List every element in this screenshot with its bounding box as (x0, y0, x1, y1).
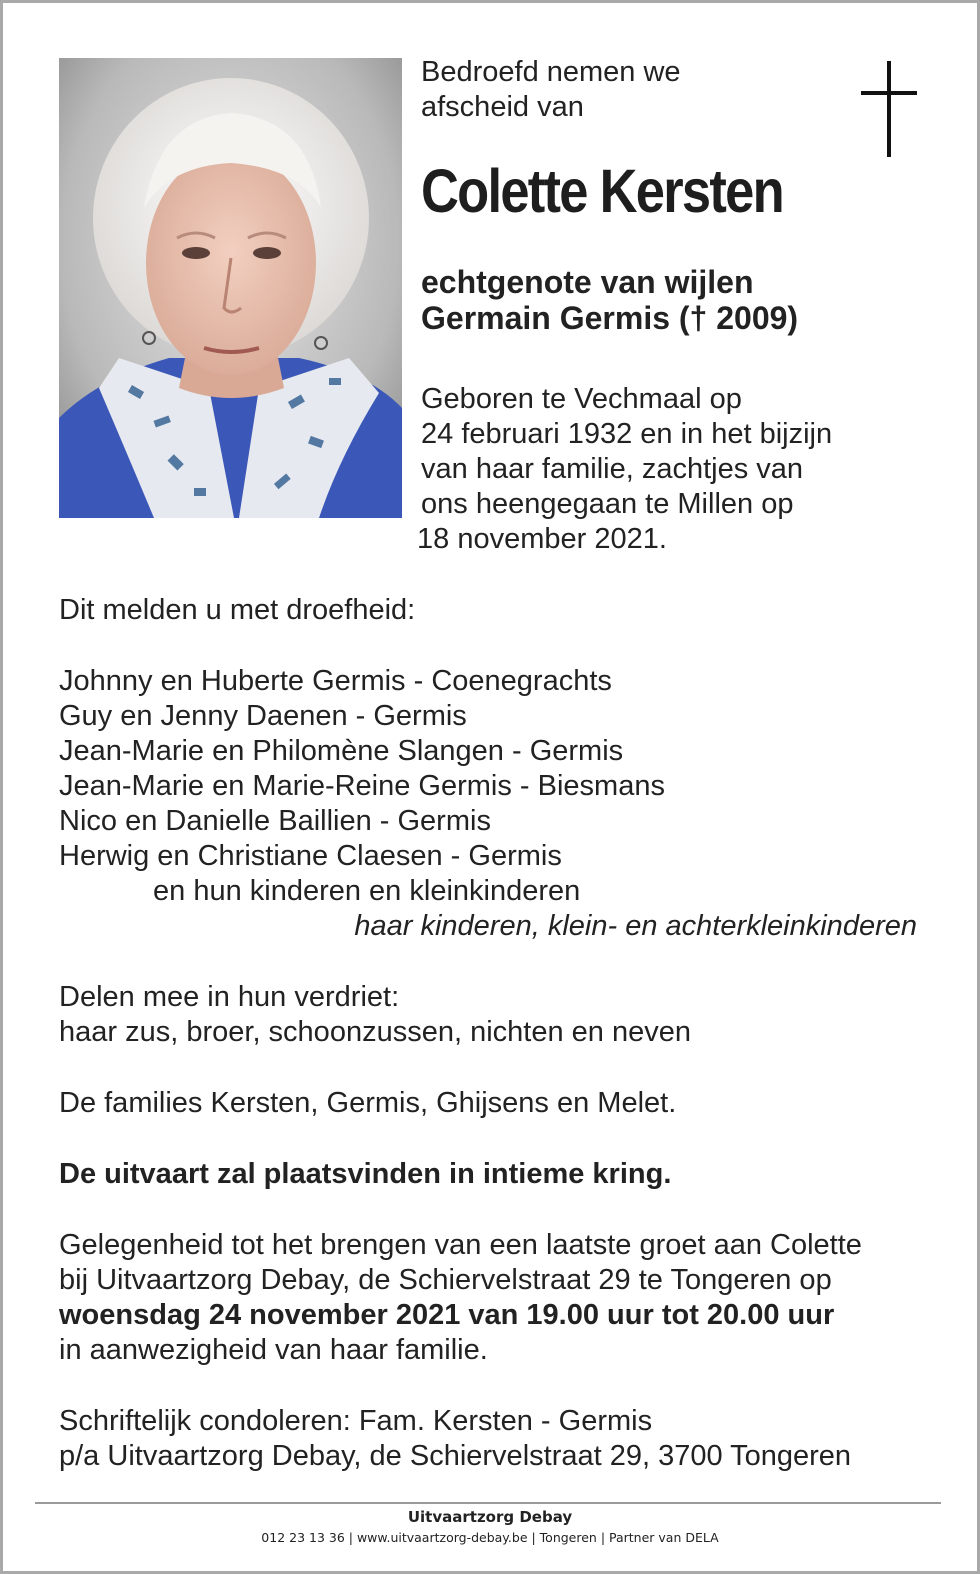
family-caption: haar kinderen, klein- en achterkleinkinderen (354, 910, 917, 942)
family-line: Guy en Jenny Daenen - Germis (59, 700, 467, 732)
birth-line: van haar familie, zachtjes van (421, 453, 804, 485)
birth-line: Geboren te Vechmaal op (421, 383, 742, 415)
birth-line: ons heengegaan te Millen op (421, 488, 794, 520)
birth-text (417, 382, 833, 557)
family-line: Jean-Marie en Philomène Slangen - Germis (59, 735, 624, 767)
spouse-line: Germain Germis († 2009) (421, 300, 799, 336)
footer-divider (35, 1502, 941, 1504)
condolence-line: p/a Uitvaartzorg Debay, de Schiervelstraat 29, 3700 Tongeren (59, 1440, 852, 1472)
announce-line: Dit melden u met droefheid: (59, 594, 416, 626)
families-line: De families Kersten, Germis, Ghijsens en Melet. (59, 1087, 677, 1119)
visit-date: woensdag 24 november 2021 van 19.00 uur tot 20.00 uur (59, 1299, 835, 1331)
intro-line: Bedroefd nemen we (421, 56, 681, 88)
condolence-line: Schriftelijk condoleren: Fam. Kersten - Germis (59, 1405, 653, 1437)
portrait-illustration (59, 58, 402, 518)
family-line: Herwig en Christiane Claesen - Germis (59, 840, 562, 872)
spouse-text (421, 264, 798, 336)
family-line: Jean-Marie en Marie-Reine Germis - Biesmans (59, 770, 665, 802)
intro-text (421, 55, 681, 125)
intro-line: afscheid van (421, 91, 584, 123)
deceased-name: Colette Kersten (421, 157, 783, 225)
cross-icon (861, 61, 917, 157)
visit-line: in aanwezigheid van haar familie. (59, 1334, 488, 1366)
family-line: Johnny en Huberte Germis - Coenegrachts (59, 665, 612, 697)
announcement-body (59, 593, 929, 1474)
visit-line: Gelegenheid tot het brengen van een laatste groet aan Colette (59, 1229, 862, 1261)
birth-line: 18 november 2021. (417, 523, 667, 555)
spouse-line: echtgenote van wijlen (421, 264, 754, 300)
family-children: en hun kinderen en kleinkinderen (153, 875, 581, 907)
birth-line: 24 februari 1932 en in het bijzijn (421, 418, 833, 450)
family-line: Nico en Danielle Baillien - Germis (59, 805, 491, 837)
footer-info: 012 23 13 36 | www.uitvaartzorg-debay.be | Tongeren | Partner van DELA (261, 1530, 719, 1545)
footer-title: Uitvaartzorg Debay (407, 1508, 573, 1526)
portrait-photo (59, 58, 402, 518)
share-line: haar zus, broer, schoonzussen, nichten en neven (59, 1016, 691, 1048)
visit-line: bij Uitvaartzorg Debay, de Schiervelstraat 29 te Tongeren op (59, 1264, 832, 1296)
funeral-line: De uitvaart zal plaatsvinden in intieme kring. (59, 1158, 672, 1190)
share-line: Delen mee in hun verdriet: (59, 981, 400, 1013)
